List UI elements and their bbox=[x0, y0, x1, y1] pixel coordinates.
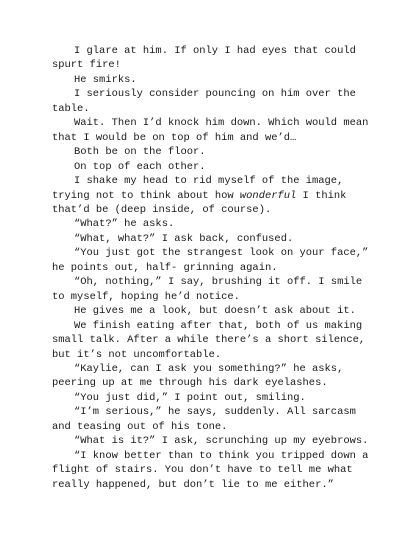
paragraph: Both be on the floor. bbox=[74, 146, 206, 159]
paragraph: On top of each other. bbox=[74, 160, 206, 173]
paragraph: “You just did,” I point out, smiling. bbox=[74, 391, 306, 404]
paragraph: “What, what?” I ask back, confused. bbox=[74, 232, 294, 245]
emphasis: wonderful bbox=[239, 189, 297, 202]
paragraph: “Oh, nothing,” I say, brushing it off. I smile to myself, hoping he’d notice. bbox=[52, 276, 363, 303]
paragraph: “I know better than to think you tripped down a flight of stairs. You don’t have to tell me what really happened, but don’t lie to me either.” bbox=[52, 449, 369, 491]
paragraph: “What?” he asks. bbox=[74, 218, 175, 231]
paragraph-with-italic: I shake my head to rid myself of the image, trying not to think about how wonderful I think that’d be (deep inside, of course). bbox=[52, 175, 347, 216]
paragraph: “What is it?” I ask, scrunching up my eyebrows. bbox=[74, 435, 369, 448]
paragraph: I glare at him. If only I had eyes that could spurt fire! bbox=[52, 45, 356, 72]
paragraph: He gives me a look, but doesn’t ask about it. bbox=[74, 305, 356, 318]
paragraph: “Kaylie, can I ask you something?” he asks, peering up at me through his dark eyelashes. bbox=[52, 362, 344, 390]
paragraph: “You just got the strangest look on your face,” he points out, half- grinning again. bbox=[52, 247, 369, 274]
paragraph: I seriously consider pouncing on him over the table. bbox=[52, 88, 356, 115]
paragraph: Wait. Then I’d knock him down. Which would mean that I would be on top of him and we’d… bbox=[52, 117, 369, 144]
paragraph: We finish eating after that, both of us making small talk. After a while there’s a short silence, but it’s not uncomfortable. bbox=[52, 319, 366, 361]
paragraph: He smirks. bbox=[74, 73, 137, 86]
paragraph: “I’m serious,” he says, suddenly. All sarcasm and teasing out of his tone. bbox=[52, 406, 356, 433]
